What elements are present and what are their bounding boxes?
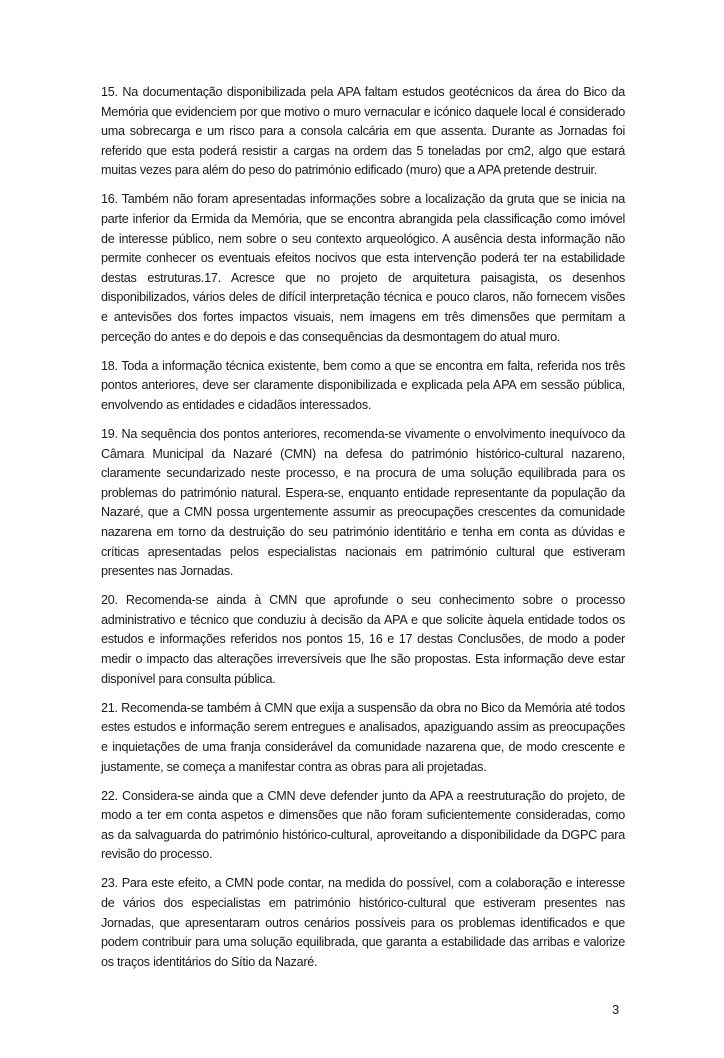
paragraph-22: 22. Considera-se ainda que a CMN deve defender junto da APA a reestruturação do projeto, de modo a ter em conta aspetos e dimensões que não foram suficientemente consideradas, como as da salvaguarda do património histórico-cultural, aproveitando a disponibilidade da DGPC para revisão do processo.	[101, 788, 625, 862]
paragraph-18: 18. Toda a informação técnica existente, bem como a que se encontra em falta, referida nos três pontos anteriores, deve ser claramente disponibilizada e explicada pela APA em sessão pública, envolvendo as entidades e cidadãos interessados.	[101, 358, 625, 412]
paragraph-19: 19. Na sequência dos pontos anteriores, recomenda-se vivamente o envolvimento inequívoco da Câmara Municipal da Nazaré (CMN) na defesa do património histórico-cultural nazareno, claramente secundarizado neste processo, e na procura de uma solução equilibrada para os problemas do património natural. Espera-se, enquanto entidade representante da população da Nazaré, que a CMN possa urgentemente assumir as preocupações crescentes da comunidade nazarena em torno da destruição do seu património identitário e tenha em conta as dúvidas e críticas apresentadas pelos especialistas nacionais em património cultural que estiveram presentes nas Jornadas.	[101, 427, 625, 579]
paragraph-20: 20. Recomenda-se ainda à CMN que aprofunde o seu conhecimento sobre o processo administrativo e técnico que conduziu à decisão da APA e que solicite àquela entidade todos os estudos e informações referidos nos pontos 15, 16 e 17 destas Conclusões, de modo a poder medir o impacto das alterações irreversíveis que lhe são propostas. Esta informação deve estar disponível para consulta pública.	[101, 593, 625, 686]
paragraph-21: 21. Recomenda-se também à CMN que exija a suspensão da obra no Bico da Memória até todos estes estudos e informação serem entregues e analisados, apaziguando assim as preocupações e inquietações de uma franja considerável da comunidade nazarena que, de modo crescente e justamente, se começa a manifestar contra as obras para ali projetadas.	[101, 700, 625, 774]
paragraph-16-17: 16. Também não foram apresentadas informações sobre a localização da gruta que se inicia na parte inferior da Ermida da Memória, que se encontra abrangida pela classificação como imóvel de interesse público, nem sobre o seu contexto arqueológico. A ausência desta informação não permite conhecer os eventuais efeitos nocivos que esta intervenção poderá ter na estabilidade destas estruturas.17. Acresce que no projeto de arquitetura paisagista, os desenhos disponibilizados, vários deles de difícil interpretação técnica e pouco claros, não fornecem visões e antevisões dos fortes impactos visuais, nem imagens em três dimensões que permitam a perceção do antes e do depois e das consequências da desmontagem do atual muro.	[101, 192, 625, 344]
paragraph-23: 23. Para este efeito, a CMN pode contar, na medida do possível, com a colaboração e interesse de vários dos especialistas em património histórico-cultural que estiveram presentes nas Jornadas, que apresentaram outros cenários possíveis para os problemas identificados e que podem contribuir para uma solução equilibrada, que garanta a estabilidade das arribas e valorize os traços identitários do Sítio da Nazaré.	[101, 876, 625, 969]
document-body	[101, 83, 625, 982]
page-number: 3	[612, 1001, 620, 1017]
paragraph-15: 15. Na documentação disponibilizada pela APA faltam estudos geotécnicos da área do Bico da Memória que evidenciem por que motivo o muro vernacular e icónico daquele local é considerado uma sobrecarga e um risco para a consola calcária em que assenta. Durante as Jornadas foi referido que esta poderá resistir a cargas na ordem das 5 toneladas por cm2, algo que estará muitas vezes para além do peso do património edificado (muro) que a APA pretende destruir.	[101, 85, 625, 178]
